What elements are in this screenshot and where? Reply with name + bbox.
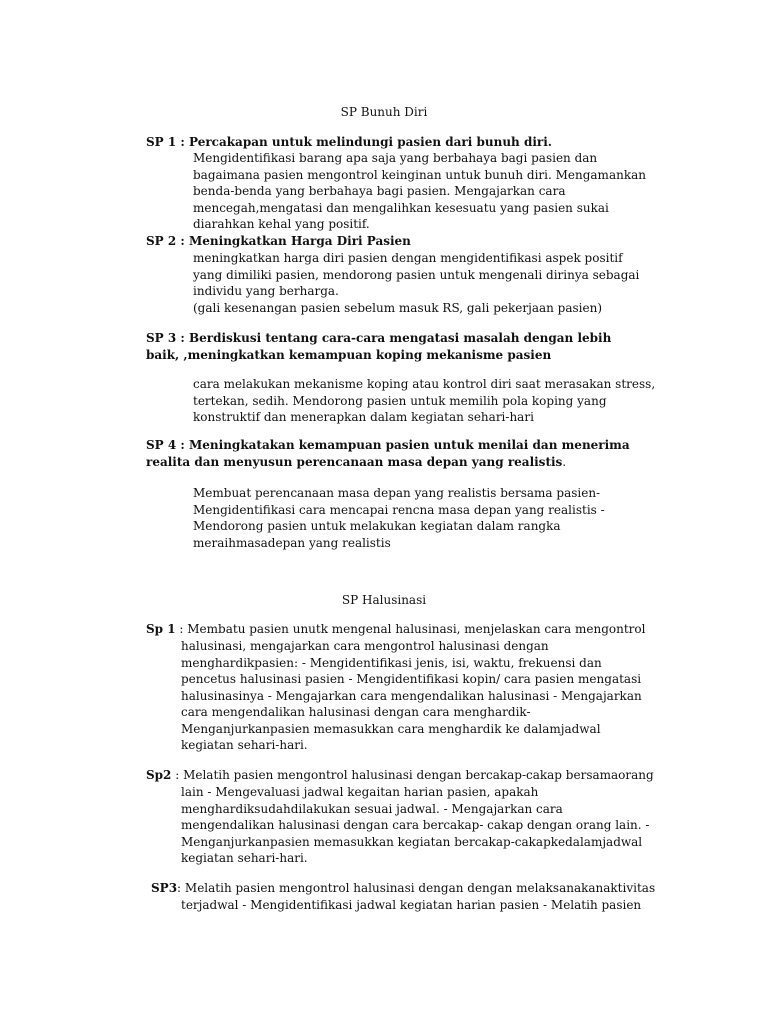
halusinasi-sp1-line: [146, 621, 645, 638]
paragraph-line: Membuat perencanaan masa depan yang realistis bersama pasien-: [193, 486, 601, 500]
sp4-body: [193, 485, 605, 551]
paragraph-line: kegiatan sehari-hari.: [181, 851, 308, 865]
sp2-heading-text: SP 2 : Meningkatkan Harga Diri Pasien: [146, 234, 411, 248]
halusinasi-sp2-label: Sp2: [146, 768, 172, 782]
paragraph-line: lain - Mengevaluasi jadwal kegaitan harian pasien, apakah: [181, 785, 539, 799]
paragraph-line: Mengidentifikasi cara mencapai rencna masa depan yang realistis -: [193, 502, 605, 517]
paragraph-line: menghardikpasien: - Mengidentifikasi jenis, isi, waktu, frekuensi dan: [181, 655, 602, 670]
sp3-heading-line: SP 3 : Berdiskusi tentang cara-cara mengatasi masalah dengan lebih: [146, 331, 612, 345]
halusinasi-sp2-line: [146, 767, 654, 784]
paragraph-line: menghardiksudahdilakukan sesuai jadwal. - Mengajarkan cara: [181, 801, 563, 816]
halusinasi-sp1-label: Sp 1: [146, 622, 176, 636]
paragraph-line: benda-benda yang berbahaya bagi pasien. Mengajarkan cara: [193, 184, 566, 198]
paragraph-line: pencetus halusinasi pasien - Mengidentifikasi kopin/ cara pasien mengatasi: [181, 672, 642, 686]
paragraph-line: cara melakukan mekanisme koping atau kontrol diri saat merasakan stress,: [193, 377, 656, 391]
halusinasi-sp1-body: [181, 638, 642, 754]
halusinasi-sp2-body: [181, 784, 649, 867]
sp3-heading-line: baik, ,meningkatkan kemampuan koping mekanisme pasien: [146, 347, 552, 362]
halusinasi-sp3-text: : Melatih pasien mengontrol halusinasi dengan dengan melaksanakanaktivitas: [177, 881, 656, 895]
section-title-halusinasi: SP Halusinasi: [341, 593, 427, 607]
paragraph-line: mencegah,mengatasi dan mengalihkan kesesuatu yang pasien sukai: [193, 200, 609, 215]
sp3-heading: [146, 330, 611, 363]
sp1-heading-text: SP 1 : Percakapan untuk melindungi pasien dari bunuh diri.: [146, 135, 552, 149]
sp4-heading-suffix: .: [562, 454, 567, 469]
paragraph-line: meraihmasadepan yang realistis: [193, 535, 391, 550]
paragraph-line: bagaimana pasien mengontrol keinginan untuk bunuh diri. Mengamankan: [193, 167, 646, 182]
halusinasi-sp1-text: : Membatu pasien unutk mengenal halusinasi, menjelaskan cara mengontrol: [175, 622, 646, 636]
paragraph-line: Mengidentifikasi barang apa saja yang berbahaya bagi pasien dan: [193, 151, 598, 165]
halusinasi-sp3-label: SP3: [151, 881, 178, 895]
sp1-heading: [146, 134, 552, 151]
halusinasi-sp1-first-line: [146, 621, 645, 638]
paragraph-line: kegiatan sehari-hari.: [181, 738, 308, 752]
sp4-heading-line: SP 4 : Meningkatakan kemampuan pasien untuk menilai dan menerima: [146, 438, 630, 452]
sp2-body: [193, 250, 639, 316]
halusinasi-sp3-body: [181, 897, 641, 914]
paragraph-line: Menganjurkanpasien memasukkan cara menghardik ke dalamjadwal: [181, 721, 601, 736]
section-title-bunuh-diri: SP Bunuh Diri: [340, 105, 428, 119]
paragraph-line: (gali kesenangan pasien sebelum masuk RS, gali pekerjaan pasien): [193, 300, 603, 315]
paragraph-line: halusinasinya - Mengajarkan cara mengendalikan halusinasi - Mengajarkan: [181, 688, 642, 703]
paragraph-line: meningkatkan harga diri pasien dengan mengidentifikasi aspek positif: [193, 251, 623, 265]
paragraph-line: konstruktif dan menerapkan dalam kegiatan sehari-hari: [193, 410, 534, 424]
halusinasi-sp2-text: : Melatih pasien mengontrol halusinasi dengan bercakap-cakap bersamaorang: [171, 768, 654, 782]
paragraph-line: tertekan, sedih. Mendorong pasien untuk memilih pola koping yang: [193, 393, 607, 408]
sp4-heading-line-text: realita dan menyusun perencanaan masa depan yang realistis: [146, 454, 563, 469]
halusinasi-sp2-first-line: [146, 767, 654, 784]
halusinasi-sp3-line: [151, 880, 655, 897]
sp4-heading: [146, 437, 630, 470]
paragraph-line: yang dimiliki pasien, mendorong pasien untuk mengenali dirinya sebagai: [193, 267, 640, 282]
sp1-body: [193, 150, 646, 233]
halusinasi-sp3-first-line: [151, 880, 655, 897]
paragraph-line: diarahkan kehal yang positif.: [193, 217, 370, 231]
sp4-heading-line-2: [146, 454, 630, 471]
paragraph-line: individu yang berharga.: [193, 284, 339, 298]
paragraph-line: mengendalikan halusinasi dengan cara bercakap- cakap dengan orang lain. -: [181, 818, 650, 832]
paragraph-line: halusinasi, mengajarkan cara mengontrol halusinasi dengan: [181, 639, 549, 653]
paragraph-line: cara mengendalikan halusinasi dengan cara menghardik-: [181, 705, 531, 719]
sp2-heading: [146, 233, 411, 250]
paragraph-line: Mendorong pasien untuk melakukan kegiatan dalam rangka: [193, 519, 561, 533]
sp3-body: [193, 376, 655, 426]
paragraph-line: terjadwal - Mengidentifikasi jadwal kegiatan harian pasien - Melatih pasien: [181, 898, 642, 912]
paragraph-line: Menganjurkanpasien memasukkan kegiatan bercakap-cakapkedalamjadwal: [181, 834, 643, 849]
